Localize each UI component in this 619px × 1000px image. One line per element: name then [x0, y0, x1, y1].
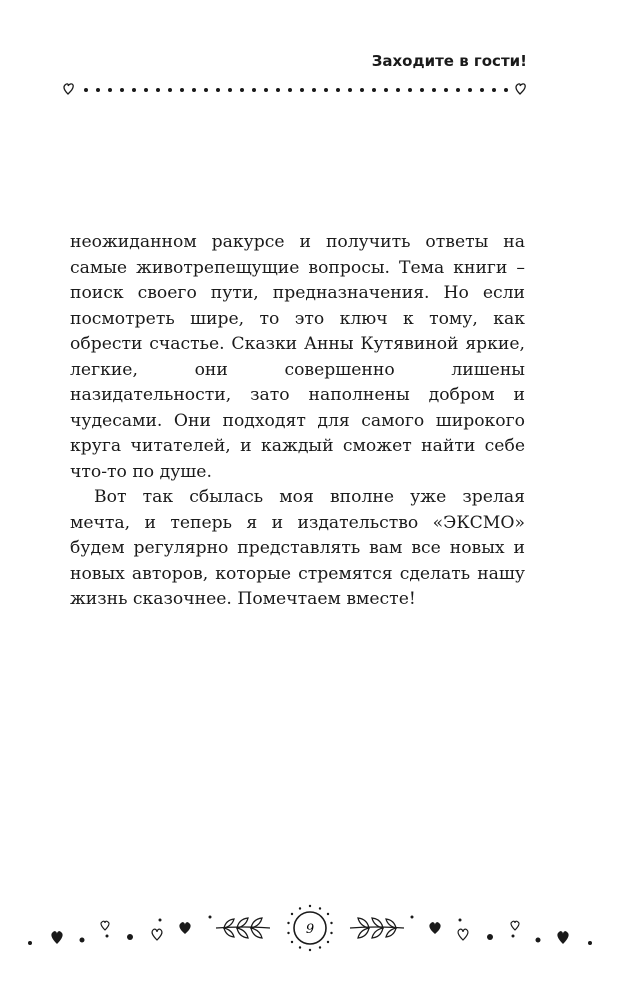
- heart-icon: [511, 921, 519, 930]
- heart-icon: [179, 922, 190, 934]
- heart-icon: [152, 929, 162, 940]
- footer-ornament: [20, 900, 600, 970]
- page-number: 9: [305, 922, 315, 937]
- paragraph: неожиданном ракурсе и получить ответы на самые животрепещущие вопросы. Тема книги – поиск своего пути, предназначения. Но если посмотреть шире, то это ключ к тому, как обрести счастье. Сказки Анны Кутявиной яркие, легкие, они совершенно лишены назидательности, зато наполнены добром и чудесами. Они подходят для самого широкого круга читателей, и каждый сможет найти себе что-то по душе.: [70, 232, 525, 482]
- running-title: Заходите в гости!: [371, 52, 527, 70]
- header-dotted-rule: [62, 80, 532, 98]
- heart-icon: [458, 929, 468, 940]
- heart-icon: [557, 931, 568, 944]
- paragraph: Вот так сбылась моя вполне уже зрелая мечта, и теперь я и издательство «ЭКСМО» будем регулярно представлять вам все новых и новых авторов, которые стремятся сделать нашу жизнь сказочнее. Помечтаем вместе!: [70, 487, 525, 609]
- heart-icon: [429, 922, 440, 934]
- heart-icon: [101, 921, 109, 930]
- leaf-branch-right-icon: [350, 918, 404, 938]
- heart-icon: [516, 84, 525, 94]
- leaf-branch-left-icon: [216, 918, 270, 938]
- heart-icon: [64, 84, 73, 94]
- heart-icon: [51, 931, 62, 944]
- body-text: [70, 230, 525, 613]
- dot-row: [84, 88, 508, 92]
